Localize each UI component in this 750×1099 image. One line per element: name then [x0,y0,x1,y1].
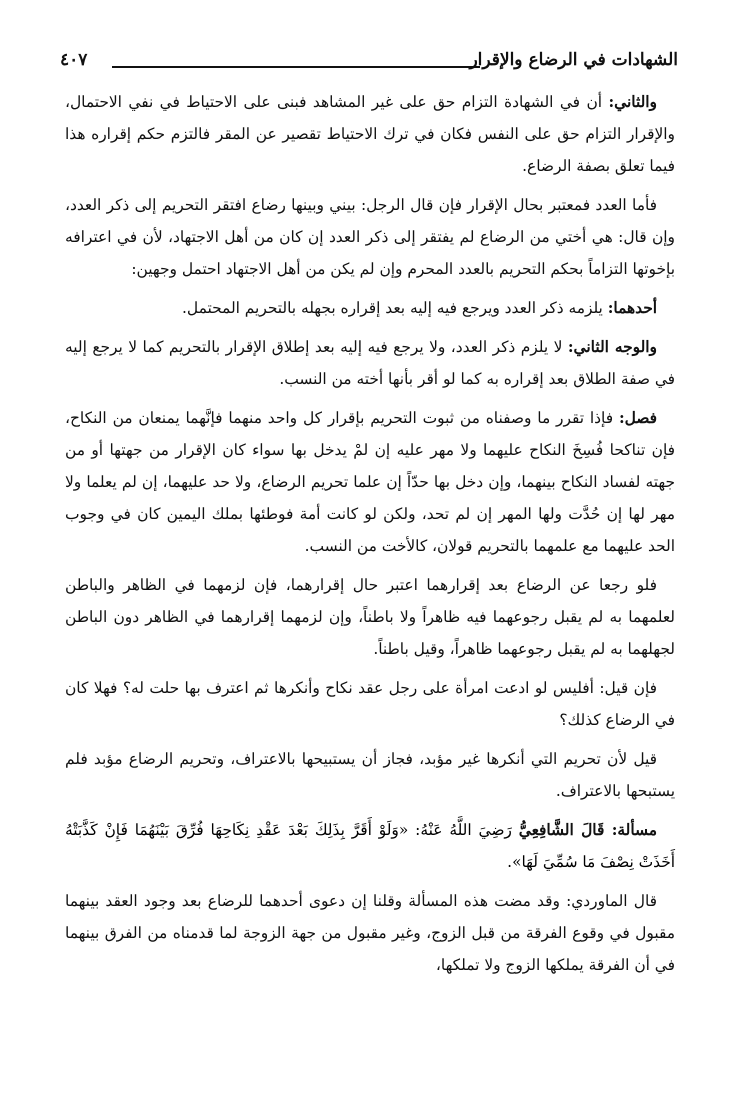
paragraph-text: فأما العدد فمعتبر بحال الإقرار فإن قال الرجل: بيني وبينها رضاع افتقر التحريم إلى ذكر العدد، وإن قال: هي أختي من الرضاع لم يفتقر إلى ذكر العدد إن كان من أهل الاجتهاد، لأن في اعترافه بإخوتها التزاماً بحكم التحريم بالعدد المحرم وإن لم يكن من أهل الاجتهاد احتمل وجهين: [65,196,675,278]
paragraph-lead: أحدهما: [607,299,657,317]
paragraph-text: فإن قيل: أفليس لو ادعت امرأة على رجل عقد نكاح وأنكرها ثم اعترف بها حلت له؟ فهلا كان في الرضاع كذلك؟ [65,679,675,729]
paragraph-text: رَضِيَ اللَّهُ عَنْهُ: «وَلَوْ أَقَرَّ بِذَلِكَ بَعْدَ عَقْدِ نِكَاحِهَا فُرِّقَ بَيْنَهُمَا فَإِنْ كَذَّبَتْهُ أَخَذَتْ نِصْفَ مَا سُمِّيَ لَهَا». [65,821,675,871]
paragraph-text: يلزمه ذكر العدد ويرجع فيه إليه بعد إقراره بجهله بالتحريم المحتمل. [182,299,608,317]
paragraph-text: أن في الشهادة التزام حق على غير المشاهد فبنى على الاحتياط في نفي الاحتمال، والإقرار التزام حق على النفس فكان في ترك الاحتياط تقصير عن المقر فالتزم حكم إقراره هذا فيما تعلق بصفة الرضاع. [65,93,675,175]
paragraph-lead: والثاني: [608,93,657,111]
paragraph-text: قيل لأن تحريم التي أنكرها غير مؤبد، فجاز أن يستبيحها بالاعتراف، وتحريم الرضاع مؤبد فلم يستبحها بالاعتراف. [65,750,675,800]
paragraph-text: قال الماوردي: وقد مضت هذه المسألة وقلنا إن دعوى أحدهما للرضاع بعد وجود العقد بينهما مقبول في وقوع الفرقة من قبل الزوج، وغير مقبول من جهة الزوجة لما قدمناه من الفرق بينهما في أن الفرقة يملكها الزوج ولا تملكها، [65,892,675,974]
paragraph [65,331,675,395]
paragraph [65,86,675,182]
paragraph-text: لا يلزم ذكر العدد، ولا يرجع فيه إليه بعد إطلاق الإقرار بالتحريم كما لا يرجع إليه في صفة الطلاق بعد إقراره به كما لو أقر بأنها أخته من النسب. [65,338,675,388]
paragraph-lead: والوجه الثاني: [567,338,657,356]
paragraph [65,189,675,285]
body-text [65,86,675,988]
quoted-text-paragraph [65,814,675,878]
paragraph-lead: فصل: [618,409,657,427]
paragraph [65,292,675,324]
paragraph-lead: مسألة: قَالَ الشَّافِعِيُّ [518,821,657,839]
paragraph [65,569,675,665]
paragraph-text: فلو رجعا عن الرضاع بعد إقرارهما اعتبر حال إقرارهما، فإن لزمهما في الظاهر والباطن لعلمهما به لم يقبل رجوعهما فيه ظاهراً ولا باطناً، وإن لزمهما إقرارهما في الظاهر دون الباطن لجهلهما به لم يقبل رجوعهما ظاهراً، وقيل باطناً. [65,576,675,658]
page-header [60,50,678,84]
paragraph [65,402,675,562]
paragraph-text: فإذا تقرر ما وصفناه من ثبوت التحريم بإقرار كل واحد منهما فإنَّهما يمنعان من النكاح، فإن تناكحا فُسِخَ النكاح عليهما ولا مهر عليه إن لمْ يدخل بها سواء كان الإقرار من جهتها أو من جهته لفساد النكاح بينهما، وإن دخل بها حدّاً إن علما تحريم الرضاع، ولا حد عليهما، إن لم يعلما ولا مهر لها إن حُدَّت ولها المهر إن لم تحد، ولكن لو كانت أمة فوطئها بملك اليمين كان في وجوب الحد عليهما مع علمهما بالتحريم قولان، كالأخت من النسب. [65,409,675,555]
paragraph [65,743,675,807]
header-rule [112,66,480,68]
paragraph [65,885,675,981]
page-number: ٤٠٧ [60,50,88,70]
running-title: الشهادات في الرضاع والإقرار [469,50,678,70]
paragraph [65,672,675,736]
